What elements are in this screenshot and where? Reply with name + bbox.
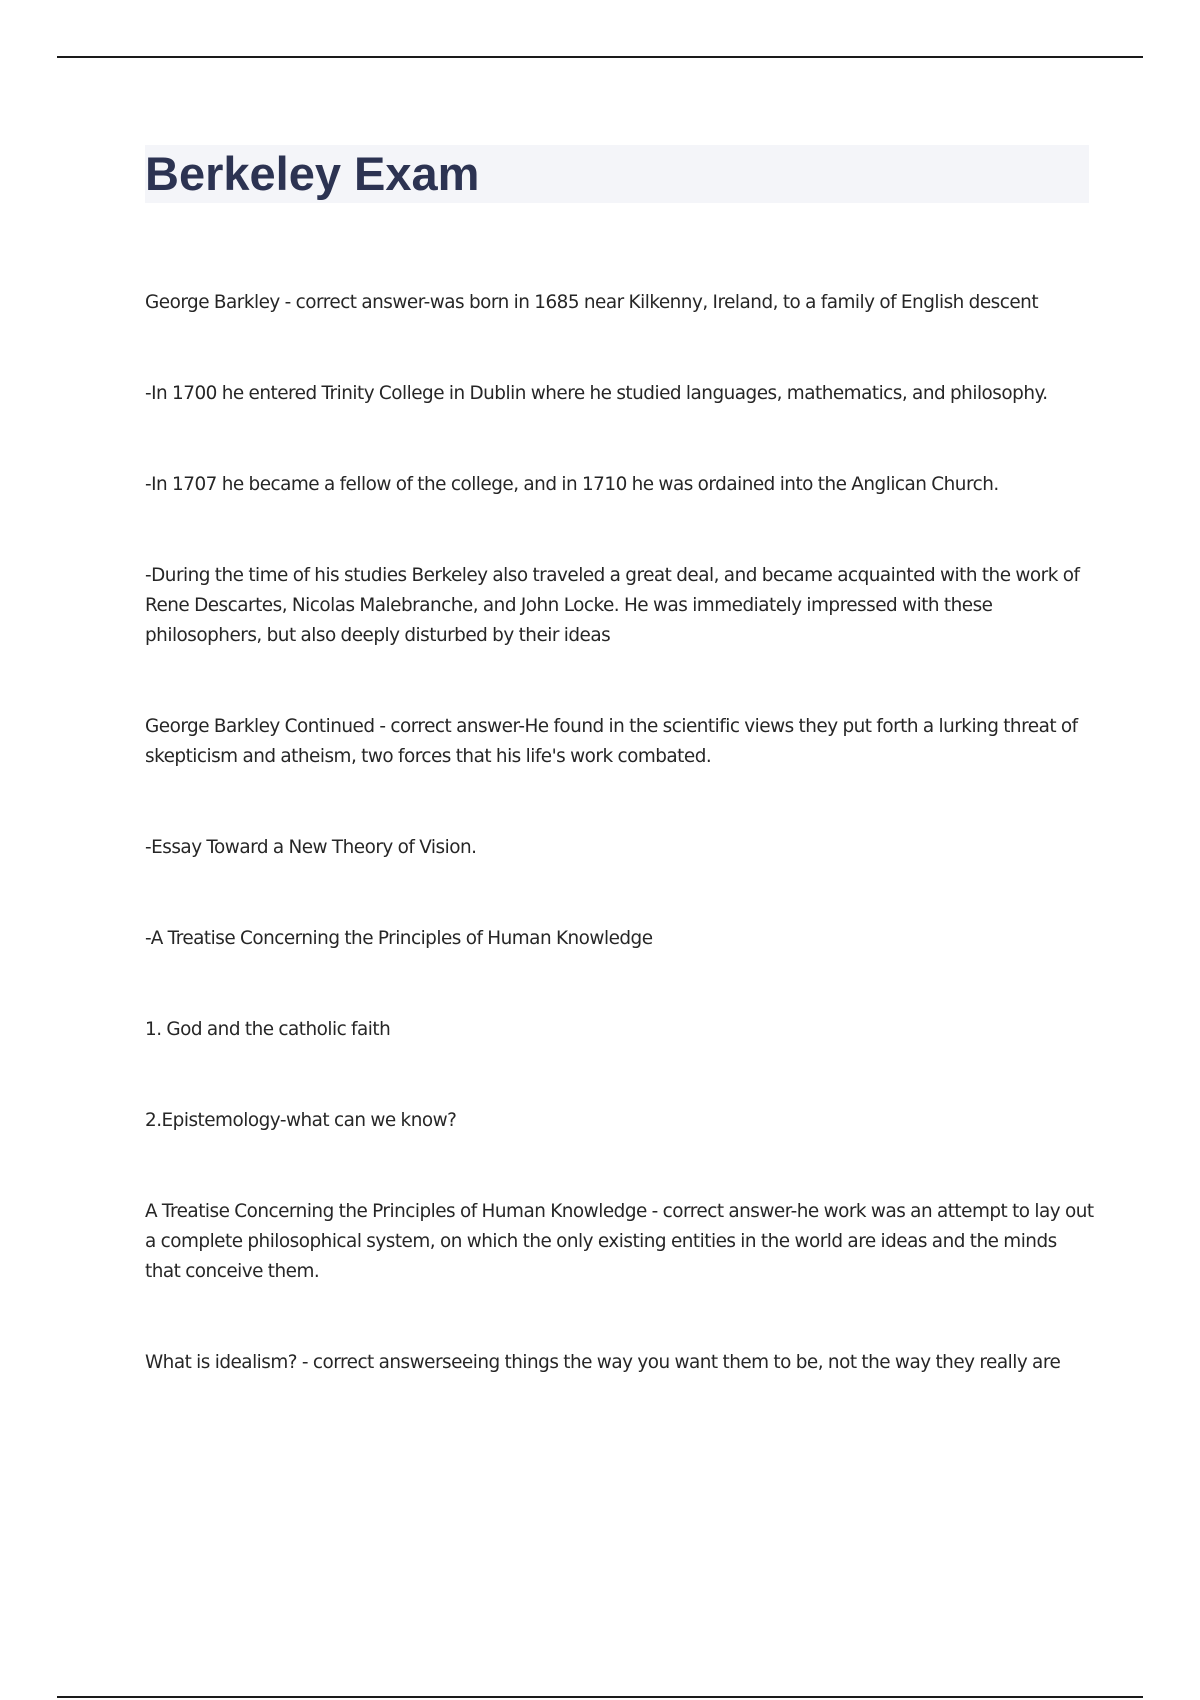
paragraph-6: -Essay Toward a New Theory of Vision. (145, 837, 477, 858)
document-body (145, 288, 1095, 1439)
paragraph-9: 2.Epistemology-what can we know? (145, 1110, 457, 1131)
paragraph-8: 1. God and the catholic faith (145, 1019, 391, 1040)
paragraph-4: -During the time of his studies Berkeley also traveled a great deal, and became acquainted with the work of Rene Descartes, Nicolas Malebranche, and John Locke. He was immediately impressed with these philosophers, but also deeply disturbed by their ideas (145, 565, 1080, 646)
paragraph-7: -A Treatise Concerning the Principles of Human Knowledge (145, 928, 653, 949)
bottom-rule (57, 1696, 1143, 1698)
top-rule (57, 56, 1143, 58)
paragraph-3: -In 1707 he became a fellow of the college, and in 1710 he was ordained into the Anglican Church. (145, 474, 999, 495)
paragraph-2: -In 1700 he entered Trinity College in Dublin where he studied languages, mathematics, and philosophy. (145, 383, 1048, 404)
page-title: Berkeley Exam (145, 147, 480, 200)
paragraph-10: A Treatise Concerning the Principles of Human Knowledge - correct answer-he work was an attempt to lay out a complete philosophical system, on which the only existing entities in the world are ideas and the minds that conceive them. (145, 1201, 1094, 1282)
paragraph-11: What is idealism? - correct answerseeing things the way you want them to be, not the way they really are (145, 1352, 1061, 1373)
paragraph-5: George Barkley Continued - correct answer-He found in the scientific views they put forth a lurking threat of skepticism and atheism, two forces that his life's work combated. (145, 716, 1078, 767)
paragraph-1: George Barkley - correct answer-was born in 1685 near Kilkenny, Ireland, to a family of English descent (145, 292, 1039, 313)
